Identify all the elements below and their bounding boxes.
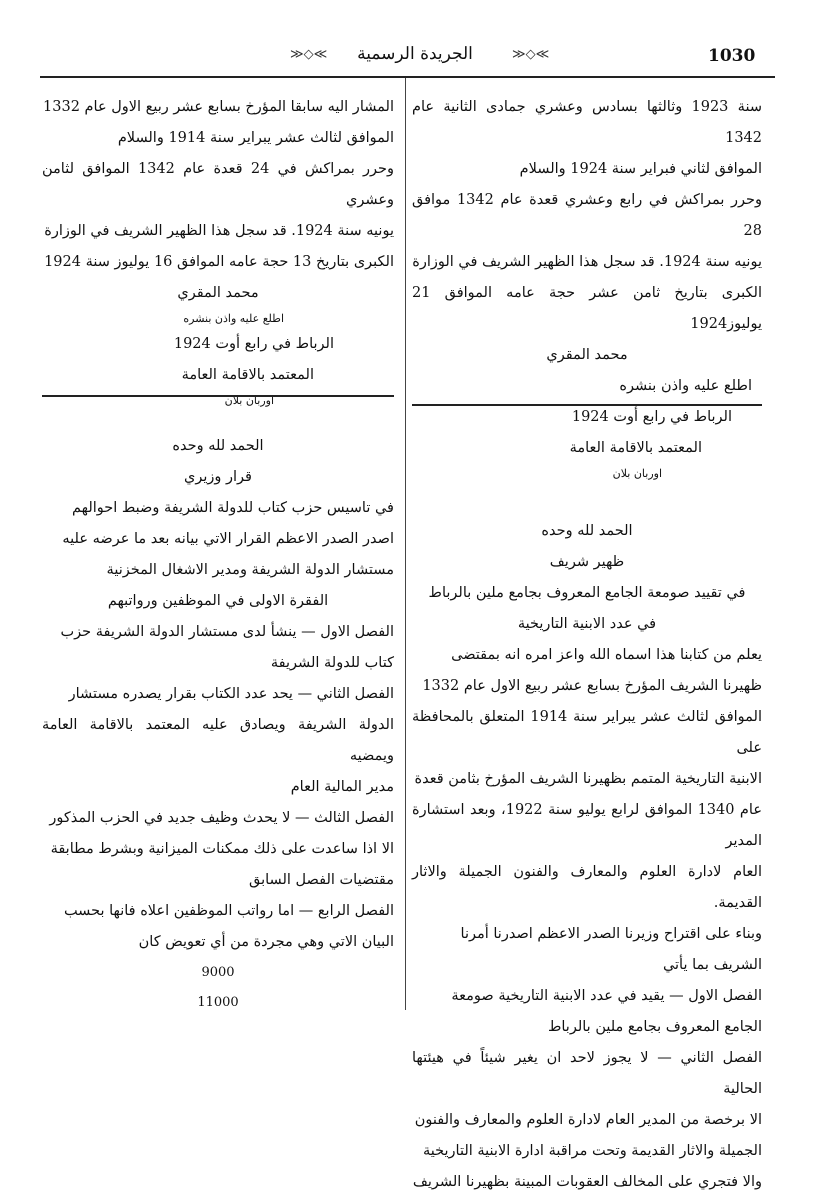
article-line: الفصل الاول — يقيد في عدد الابنية التاريخية صومعة <box>451 988 762 1004</box>
signatory: محمد المقري <box>546 347 628 363</box>
text-line: الشريف بما يأتي <box>662 957 762 973</box>
section-heading: الفقرة الاولى في الموظفين ورواتبهم <box>107 593 329 609</box>
article-line: الفصل الاول — ينشأ لدى مستشار الدولة الشريفة حزب <box>60 624 394 640</box>
ornament-left: ≫◇≪ <box>290 47 328 62</box>
article-line: الا برخصة من المدير العام لادارة العلوم والمعارف والفنون <box>414 1112 762 1128</box>
decree-title: قرار وزيري <box>184 469 252 485</box>
text-line: الكبرى بتاريخ ثامن عشر حجة عامه الموافق 21 يوليوز1924 <box>412 285 762 332</box>
right-column <box>412 92 762 1198</box>
praise-line: الحمد لله وحده <box>541 523 633 539</box>
article-line: مقتضيات الفصل السابق <box>249 872 394 888</box>
endorsement: اطلع عليه واذن بنشره <box>183 312 284 325</box>
article-line: الفصل الثاني — يحد عدد الكتاب بقرار يصدره مستشار <box>68 686 394 702</box>
endorsement-authority: المعتمد بالاقامة العامة <box>569 440 702 456</box>
article-line: الفصل الثاني — لا يجوز لاحد ان يغير شيئاً في هيئتها الحالية <box>412 1050 762 1097</box>
article-line: البيان الاتي وهي مجردة من أي تعويض كان <box>138 934 394 950</box>
text-line: يونيه سنة 1924. قد سجل هذا الظهير الشريف في الوزارة <box>412 254 762 270</box>
column-divider <box>405 78 406 1010</box>
text-line: يعلم من كتابنا هذا اسماه الله واعز امره انه بمقتضى <box>451 647 762 663</box>
salary-value: 11000 <box>197 995 239 1010</box>
endorsement-date: الرباط في رابع أوت 1924 <box>173 336 334 352</box>
text-line: الموافق لثالث عشر يبراير سنة 1914 والسلام <box>117 130 394 146</box>
text-line: الابنية التاريخية المتمم بظهيرنا الشريف المؤرخ بثامن قعدة <box>414 771 762 787</box>
text-line: الموافق لثالث عشر يبراير سنة 1914 المتعلق بالمحافظة على <box>412 709 762 756</box>
text-line: اصدر الصدر الاعظم القرار الاتي بيانه بعد ما عرضه عليه <box>62 531 394 547</box>
text-line: عام 1340 الموافق لرابع يوليو سنة 1922، وبعد استشارة المدير <box>412 802 762 849</box>
article-line: الجامع المعروف بجامع ملين بالرباط <box>547 1019 762 1035</box>
section-rule <box>42 395 394 397</box>
left-column <box>42 92 394 1018</box>
text-line: سنة 1923 وثالثها بسادس وعشري جمادى الثانية عام 1342 <box>412 99 762 146</box>
text-line: في تاسيس حزب كتاب للدولة الشريفة وضبط احوالهم <box>72 500 394 516</box>
article-line: الفصل الرابع — اما رواتب الموظفين اعلاه فانها بحسب <box>63 903 394 919</box>
endorsement-signatory: اوربان بلان <box>224 394 274 407</box>
text-line: وحرر بمراكش في 24 قعدة عام 1342 الموافق لثامن وعشري <box>42 161 395 208</box>
article-line: كتاب للدولة الشريفة <box>270 655 394 671</box>
dahir-subject: في عدد الابنية التاريخية <box>517 616 657 632</box>
article-line: الدولة الشريفة ويصادق عليه المعتمد بالاقامة العامة ويمضيه <box>42 717 394 764</box>
ornament-right: ≫◇≪ <box>512 47 550 62</box>
page-number: 1030 <box>708 46 756 66</box>
text-line: العام لادارة العلوم والمعارف والفنون الجميلة والاثار القديمة. <box>412 864 762 911</box>
text-line: وبناء على اقتراح وزيرنا الصدر الاعظم اصدرنا أمرنا <box>460 926 762 942</box>
text-line: يونيه سنة 1924. قد سجل هذا الظهير الشريف في الوزارة <box>44 223 394 239</box>
endorsement-authority: المعتمد بالاقامة العامة <box>181 367 314 383</box>
endorsement: اطلع عليه واذن بنشره <box>619 378 752 394</box>
signatory: محمد المقري <box>177 285 259 301</box>
article-line: الجميلة والاثار القديمة وتحت مراقبة ادارة الابنية التاريخية <box>422 1143 762 1159</box>
text-line: الموافق لثاني فبراير سنة 1924 والسلام <box>519 161 762 177</box>
praise-line: الحمد لله وحده <box>172 438 264 454</box>
article-line: الا اذا ساعدت على ذلك ممكنات الميزانية وبشرط مطابقة <box>50 841 394 857</box>
text-line: مستشار الدولة الشريفة ومدير الاشغال المخزنية <box>106 562 394 578</box>
article-line: الفصل الثالث — لا يحدث وظيف جديد في الحزب المذكور <box>49 810 394 826</box>
article-line: والا فتجري على المخالف العقوبات المبينة بظهيرنا الشريف <box>412 1174 762 1190</box>
text-line: ظهيرنا الشريف المؤرخ بسابع عشر ربيع الاول عام 1332 <box>422 678 762 694</box>
journal-title: الجريدة الرسمية <box>357 44 473 64</box>
salary-value: 9000 <box>201 965 235 980</box>
endorsement-date: الرباط في رابع أوت 1924 <box>571 409 732 425</box>
section-rule <box>412 404 762 406</box>
text-line: الكبرى بتاريخ 13 حجة عامه الموافق 16 يوليوز سنة 1924 <box>44 254 394 270</box>
dahir-subject: في تقييد صومعة الجامع المعروف بجامع ملين بالرباط <box>428 585 746 601</box>
text-line: وحرر بمراكش في رابع وعشري قعدة عام 1342 موافق 28 <box>412 192 763 239</box>
salary-values <box>42 958 394 1018</box>
header-rule <box>40 76 775 78</box>
article-line: مدير المالية العام <box>290 779 394 795</box>
endorsement-signatory: اوربان بلان <box>612 467 662 480</box>
dahir-title: ظهير شريف <box>549 554 625 570</box>
text-line: المشار اليه سابقا المؤرخ بسابع عشر ربيع الاول عام 1332 <box>43 99 394 115</box>
